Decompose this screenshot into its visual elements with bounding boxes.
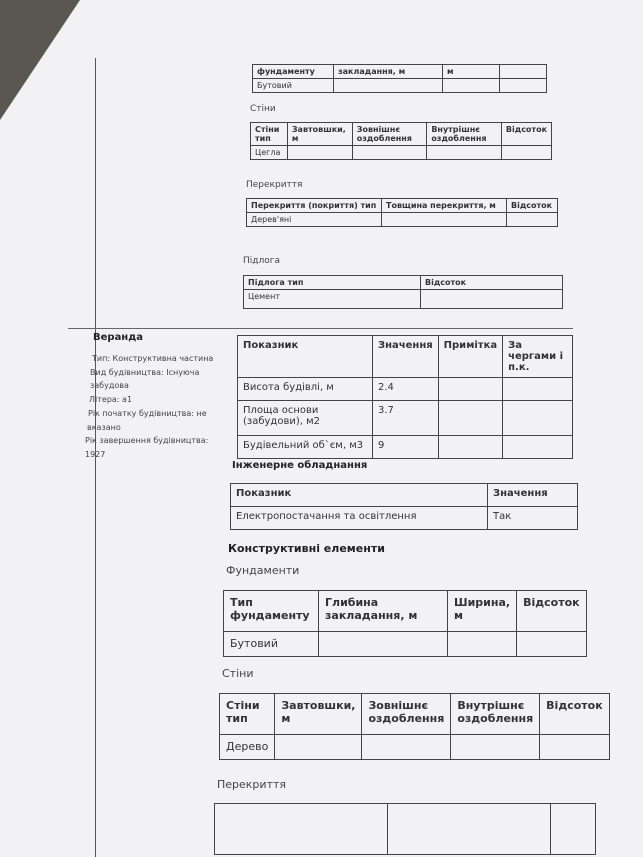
foundations-label: Фундаменти [226, 564, 300, 577]
table-cell [503, 436, 573, 459]
ceiling-label: Перекриття [246, 180, 303, 190]
table-header-cell: Примітка [438, 336, 502, 378]
table-row [238, 378, 573, 401]
table-cell: Висота будівлі, м [238, 378, 373, 401]
table-header-cell [500, 65, 547, 79]
info-line: Літера: а1 [89, 395, 133, 404]
top-walls-table [250, 122, 552, 160]
top-ceiling-table [246, 198, 558, 227]
table-header-cell: Зовнішнє оздоблення [352, 123, 427, 146]
table-cell: 3.7 [373, 401, 439, 436]
walls-table [219, 693, 610, 760]
table-header-cell: Тип фундаменту [224, 591, 319, 632]
info-line: Вид будівництва: Існуюча [90, 368, 200, 377]
table-row [247, 213, 558, 227]
table-header-cell: Внутрішнє оздоблення [427, 123, 502, 146]
info-line: Рік початку будівництва: не [88, 409, 207, 418]
walls-label-lower: Стіни [222, 667, 254, 680]
table-row [238, 401, 573, 436]
table-cell: Дерев'яні [247, 213, 382, 227]
table-header-cell: Глибина закладання, м [319, 591, 448, 632]
table-header-row [253, 65, 547, 79]
table-row [244, 290, 563, 309]
table-cell [382, 213, 507, 227]
info-line: вказано [87, 423, 121, 432]
table-cell: Бутовий [224, 632, 319, 657]
table-cell [451, 735, 540, 760]
table-cell [503, 378, 573, 401]
table-cell: Дерево [220, 735, 275, 760]
table-cell [275, 735, 362, 760]
table-header-cell: Зовнішнє оздоблення [362, 694, 451, 735]
foundations-table [223, 590, 587, 657]
table-row [253, 79, 547, 93]
table-header-cell: Завтовшки, м [287, 123, 352, 146]
info-line: 1927 [85, 450, 106, 459]
table-cell [507, 213, 558, 227]
table-header-cell: Підлога тип [244, 276, 421, 290]
table-header-row [215, 804, 596, 855]
table-header-cell: Стіни тип [220, 694, 275, 735]
info-line: забудова [90, 381, 129, 390]
table-header-cell: Товщина перекриття, м [382, 199, 507, 213]
engineering-table [230, 483, 578, 530]
table-cell: Цемент [244, 290, 421, 309]
table-header-cell: Відсоток [540, 694, 610, 735]
table-header-row [251, 123, 552, 146]
table-header-cell: Значення [373, 336, 439, 378]
table-header-cell: Перекриття (покриття) тип [247, 199, 382, 213]
ceiling-label-lower: Перекриття [217, 778, 286, 791]
table-cell: Будівельний об`єм, м3 [238, 436, 373, 459]
ceiling-table-partial [214, 803, 596, 855]
table-cell [501, 146, 551, 160]
table-cell [438, 378, 502, 401]
indicators-table [237, 335, 573, 459]
table-row [231, 507, 578, 530]
table-header-cell: Відсоток [507, 199, 558, 213]
floor-label: Підлога [243, 256, 280, 266]
table-header-row [231, 484, 578, 507]
table-cell [438, 436, 502, 459]
info-line: Тип: Конструктивна частина [92, 354, 214, 363]
walls-label: Стіни [250, 104, 276, 114]
table-cell [503, 401, 573, 436]
info-line: Рік завершення будівництва: [85, 436, 209, 445]
table-cell [551, 804, 596, 855]
table-cell: 9 [373, 436, 439, 459]
table-cell [443, 79, 500, 93]
table-row [238, 436, 573, 459]
table-row [220, 735, 610, 760]
top-foundation-table [252, 64, 547, 93]
table-row [251, 146, 552, 160]
structural-title: Конструктивні елементи [228, 542, 385, 555]
engineering-title: Інженерне обладнання [232, 460, 368, 471]
table-cell [287, 146, 352, 160]
table-header-cell: закладання, м [334, 65, 443, 79]
table-header-cell: Показник [238, 336, 373, 378]
table-header-cell: За чергами і п.к. [503, 336, 573, 378]
table-header-cell: Відсоток [421, 276, 563, 290]
table-header-row [238, 336, 573, 378]
table-cell: Площа основи (забудови), м2 [238, 401, 373, 436]
table-cell [215, 804, 388, 855]
table-header-cell: Відсоток [517, 591, 587, 632]
table-cell [334, 79, 443, 93]
table-header-cell: Внутрішнє оздоблення [451, 694, 540, 735]
table-header-cell: Показник [231, 484, 488, 507]
section-title-veranda: Веранда [93, 332, 144, 343]
table-row [224, 632, 587, 657]
table-header-cell: Завтовшки, м [275, 694, 362, 735]
table-cell [427, 146, 502, 160]
table-header-row [244, 276, 563, 290]
top-floor-table [243, 275, 563, 309]
table-header-row [247, 199, 558, 213]
table-cell [319, 632, 448, 657]
table-header-row [224, 591, 587, 632]
table-cell [362, 735, 451, 760]
table-header-cell: м [443, 65, 500, 79]
table-cell [421, 290, 563, 309]
table-header-row [220, 694, 610, 735]
table-cell: Цегла [251, 146, 288, 160]
table-cell: Так [488, 507, 578, 530]
row-divider [68, 328, 573, 329]
table-cell [540, 735, 610, 760]
table-cell [438, 401, 502, 436]
table-cell: 2.4 [373, 378, 439, 401]
table-cell [500, 79, 547, 93]
table-cell: Електропостачання та освітлення [231, 507, 488, 530]
table-header-cell: Відсоток [501, 123, 551, 146]
table-cell [517, 632, 587, 657]
table-header-cell: Стіни тип [251, 123, 288, 146]
table-header-cell: Значення [488, 484, 578, 507]
table-header-cell: фундаменту [253, 65, 334, 79]
table-cell [448, 632, 517, 657]
table-header-cell: Ширина, м [448, 591, 517, 632]
table-cell [352, 146, 427, 160]
table-cell [388, 804, 551, 855]
table-cell: Бутовий [253, 79, 334, 93]
